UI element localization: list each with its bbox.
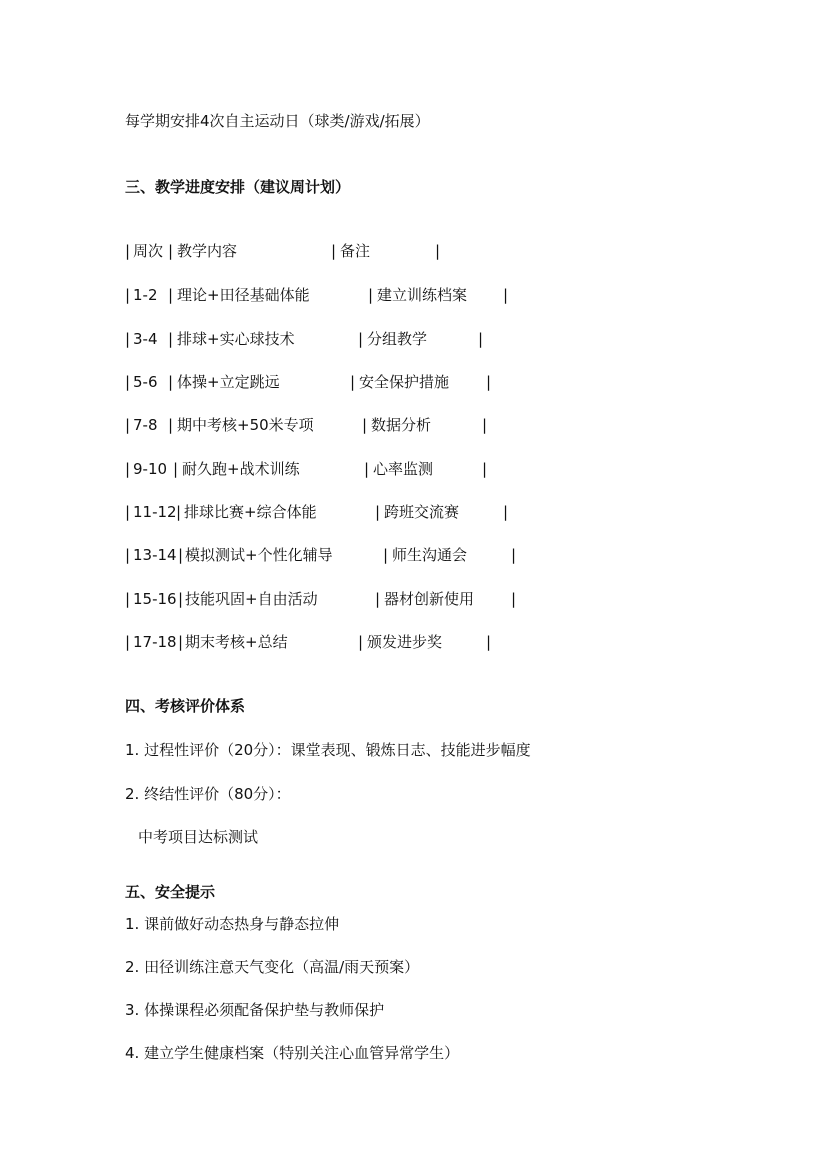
row-content: 技能巩固+自由活动 [185, 590, 318, 608]
row-week: 7-8 [133, 416, 158, 434]
pipe: | [435, 242, 441, 260]
row-content: 耐久跑+战术训练 [182, 460, 300, 478]
row-week: 9-10 [133, 460, 168, 478]
row-content: 体操+立定跳远 [177, 373, 280, 391]
row-note: 跨班交流赛 [384, 503, 460, 521]
row-week: 17-18 [133, 633, 177, 651]
row-note: 颁发进步奖 [367, 633, 443, 651]
row-week: 15-16 [133, 590, 177, 608]
row-note: 器材创新使用 [384, 590, 475, 608]
row-content: 期中考核+50米专项 [177, 416, 314, 434]
row-week: 3-4 [133, 330, 158, 348]
row-week: 13-14 [133, 546, 177, 564]
section-3-heading: 三、教学进度安排（建议周计划） [125, 178, 351, 196]
row-content: 理论+田径基础体能 [177, 286, 310, 304]
section-5-item: 1. 课前做好动态热身与静态拉伸 [125, 915, 340, 933]
row-content: 排球+实心球技术 [177, 330, 295, 348]
row-note: 安全保护措施 [359, 373, 450, 391]
row-note: 师生沟通会 [392, 546, 468, 564]
header-content: 教学内容 [177, 242, 238, 260]
section-5-item: 4. 建立学生健康档案（特别关注心血管异常学生） [125, 1044, 460, 1062]
row-content: 期末考核+总结 [185, 633, 288, 651]
pipe: | [331, 242, 337, 260]
section-5-heading: 五、安全提示 [125, 883, 216, 901]
row-note: 数据分析 [371, 416, 432, 434]
section-4-subitem: 中考项目达标测试 [138, 828, 259, 846]
section-5-item: 2. 田径训练注意天气变化（高温/雨天预案） [125, 958, 420, 976]
row-week: 1-2 [133, 286, 158, 304]
pipe: | [125, 242, 131, 260]
row-week: 5-6 [133, 373, 158, 391]
row-week: 11-12 [133, 503, 177, 521]
section-4-item: 2. 终结性评价（80分）： [125, 785, 291, 803]
section-4-heading: 四、考核评价体系 [125, 697, 246, 715]
row-note: 建立训练档案 [377, 286, 468, 304]
pipe: | [168, 242, 174, 260]
section-5-item: 3. 体操课程必须配备保护垫与教师保护 [125, 1001, 385, 1019]
row-note: 心率监测 [373, 460, 434, 478]
row-content: 排球比赛+综合体能 [184, 503, 317, 521]
section-4-item: 1. 过程性评价（20分）：课堂表现、锻炼日志、技能进步幅度 [125, 741, 531, 759]
header-week: 周次 [133, 242, 164, 260]
intro-line: 每学期安排4次自主运动日（球类/游戏/拓展） [125, 112, 430, 130]
header-note: 备注 [340, 242, 371, 260]
row-content: 模拟测试+个性化辅导 [185, 546, 333, 564]
row-note: 分组教学 [367, 330, 428, 348]
